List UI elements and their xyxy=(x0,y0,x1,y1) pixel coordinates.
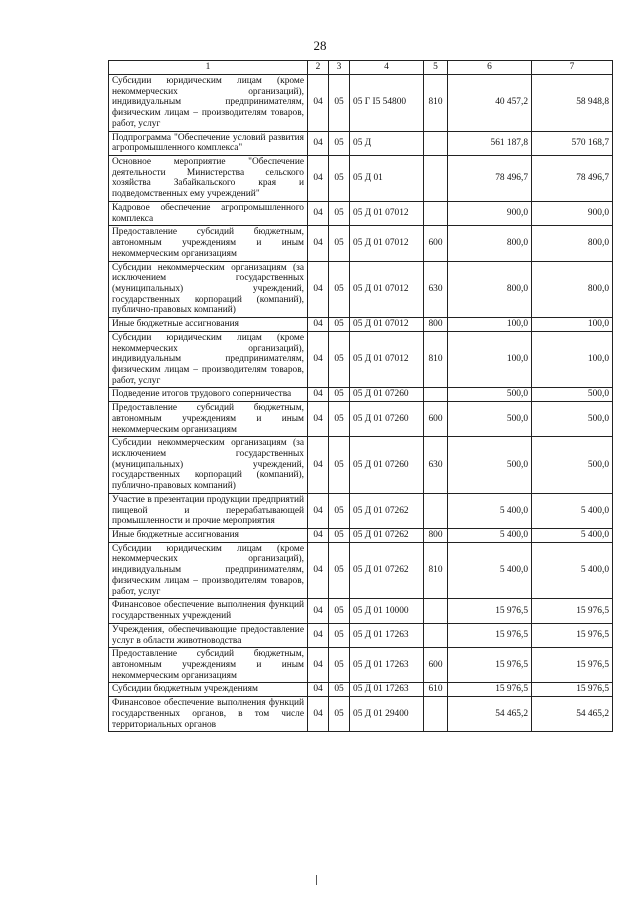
table-row xyxy=(109,529,613,543)
target-article-code: 05 Д 01 17263 xyxy=(350,683,424,697)
row-name: Подведение итогов трудового соперничества xyxy=(109,388,308,402)
subsection-code: 05 xyxy=(329,623,350,647)
expense-type-code xyxy=(424,131,448,155)
expense-type-code xyxy=(424,388,448,402)
target-article-code: 05 Д 01 07260 xyxy=(350,388,424,402)
row-name: Подпрограмма "Обеспечение условий развития агропромышленного комплекса" xyxy=(109,131,308,155)
table-row xyxy=(109,131,613,155)
footer-mark xyxy=(316,875,317,885)
table-row xyxy=(109,683,613,697)
target-article-code: 05 Д 01 10000 xyxy=(350,599,424,623)
subsection-code: 05 xyxy=(329,697,350,732)
amount-year-1: 100,0 xyxy=(448,331,532,388)
section-code: 04 xyxy=(308,318,329,332)
row-name: Финансовое обеспечение выполнения функций государственных органов, в том числе территориальных органов xyxy=(109,697,308,732)
header-cell: 5 xyxy=(424,61,448,75)
target-article-code: 05 Д 01 07012 xyxy=(350,261,424,318)
section-code: 04 xyxy=(308,75,329,132)
table-row xyxy=(109,156,613,202)
subsection-code: 05 xyxy=(329,542,350,599)
section-code: 04 xyxy=(308,201,329,225)
target-article-code: 05 Д 01 07012 xyxy=(350,331,424,388)
row-name: Учреждения, обеспечивающие предоставление услуг в области животноводства xyxy=(109,623,308,647)
expense-type-code xyxy=(424,493,448,528)
amount-year-2: 900,0 xyxy=(532,201,613,225)
amount-year-1: 100,0 xyxy=(448,318,532,332)
target-article-code: 05 Д 01 xyxy=(350,156,424,202)
section-code: 04 xyxy=(308,261,329,318)
section-code: 04 xyxy=(308,529,329,543)
subsection-code: 05 xyxy=(329,437,350,494)
row-name: Субсидии юридическим лицам (кроме некоммерческих организаций), индивидуальным предпринимателям, физическим лицам – производителям товаров, работ, услуг xyxy=(109,542,308,599)
amount-year-1: 800,0 xyxy=(448,261,532,318)
section-code: 04 xyxy=(308,226,329,261)
target-article-code: 05 Г I5 54800 xyxy=(350,75,424,132)
amount-year-1: 15 976,5 xyxy=(448,648,532,683)
row-name: Субсидии некоммерческим организациям (за исключением государственных (муниципальных) учреждений, государственных корпораций (компаний), публично-правовых компаний) xyxy=(109,437,308,494)
expense-type-code: 810 xyxy=(424,331,448,388)
section-code: 04 xyxy=(308,599,329,623)
target-article-code: 05 Д xyxy=(350,131,424,155)
table-body xyxy=(109,75,613,732)
amount-year-2: 500,0 xyxy=(532,388,613,402)
section-code: 04 xyxy=(308,402,329,437)
expense-type-code: 800 xyxy=(424,318,448,332)
expense-type-code: 630 xyxy=(424,261,448,318)
expense-type-code xyxy=(424,201,448,225)
amount-year-1: 500,0 xyxy=(448,437,532,494)
row-name: Предоставление субсидий бюджетным, автономным учреждениям и иным некоммерческим организациям xyxy=(109,648,308,683)
amount-year-2: 78 496,7 xyxy=(532,156,613,202)
amount-year-1: 15 976,5 xyxy=(448,599,532,623)
amount-year-1: 15 976,5 xyxy=(448,683,532,697)
target-article-code: 05 Д 01 07262 xyxy=(350,529,424,543)
expense-type-code xyxy=(424,599,448,623)
target-article-code: 05 Д 01 07012 xyxy=(350,318,424,332)
table-row xyxy=(109,201,613,225)
table-row xyxy=(109,599,613,623)
section-code: 04 xyxy=(308,683,329,697)
subsection-code: 05 xyxy=(329,599,350,623)
amount-year-1: 500,0 xyxy=(448,388,532,402)
subsection-code: 05 xyxy=(329,226,350,261)
header-cell: 6 xyxy=(448,61,532,75)
amount-year-1: 561 187,8 xyxy=(448,131,532,155)
header-cell: 4 xyxy=(350,61,424,75)
table-row xyxy=(109,402,613,437)
row-name: Иные бюджетные ассигнования xyxy=(109,318,308,332)
row-name: Субсидии некоммерческим организациям (за исключением государственных (муниципальных) учреждений, государственных корпораций (компаний), публично-правовых компаний) xyxy=(109,261,308,318)
section-code: 04 xyxy=(308,697,329,732)
table-row xyxy=(109,493,613,528)
amount-year-2: 800,0 xyxy=(532,226,613,261)
amount-year-2: 500,0 xyxy=(532,437,613,494)
amount-year-2: 15 976,5 xyxy=(532,599,613,623)
expense-type-code: 810 xyxy=(424,542,448,599)
table-row xyxy=(109,388,613,402)
amount-year-1: 5 400,0 xyxy=(448,493,532,528)
expense-type-code: 600 xyxy=(424,648,448,683)
row-name: Субсидии юридическим лицам (кроме некоммерческих организаций), индивидуальным предпринимателям, физическим лицам – производителям товаров, работ, услуг xyxy=(109,75,308,132)
target-article-code: 05 Д 01 07260 xyxy=(350,437,424,494)
subsection-code: 05 xyxy=(329,388,350,402)
subsection-code: 05 xyxy=(329,648,350,683)
subsection-code: 05 xyxy=(329,493,350,528)
expense-type-code xyxy=(424,156,448,202)
header-cell: 3 xyxy=(329,61,350,75)
row-name: Субсидии бюджетным учреждениям xyxy=(109,683,308,697)
row-name: Субсидии юридическим лицам (кроме некоммерческих организаций), индивидуальным предпринимателям, физическим лицам – производителям товаров, работ, услуг xyxy=(109,331,308,388)
amount-year-1: 800,0 xyxy=(448,226,532,261)
table-row xyxy=(109,648,613,683)
row-name: Предоставление субсидий бюджетным, автономным учреждениям и иным некоммерческим организациям xyxy=(109,402,308,437)
target-article-code: 05 Д 01 07012 xyxy=(350,226,424,261)
amount-year-2: 5 400,0 xyxy=(532,529,613,543)
expense-type-code: 610 xyxy=(424,683,448,697)
header-cell: 1 xyxy=(109,61,308,75)
amount-year-1: 40 457,2 xyxy=(448,75,532,132)
amount-year-2: 58 948,8 xyxy=(532,75,613,132)
amount-year-2: 100,0 xyxy=(532,318,613,332)
row-name: Иные бюджетные ассигнования xyxy=(109,529,308,543)
section-code: 04 xyxy=(308,493,329,528)
table-row xyxy=(109,437,613,494)
amount-year-1: 500,0 xyxy=(448,402,532,437)
amount-year-2: 15 976,5 xyxy=(532,648,613,683)
amount-year-1: 900,0 xyxy=(448,201,532,225)
section-code: 04 xyxy=(308,331,329,388)
amount-year-2: 15 976,5 xyxy=(532,623,613,647)
expense-type-code: 630 xyxy=(424,437,448,494)
amount-year-1: 5 400,0 xyxy=(448,542,532,599)
expense-type-code: 600 xyxy=(424,226,448,261)
amount-year-2: 15 976,5 xyxy=(532,683,613,697)
row-name: Участие в презентации продукции предприятий пищевой и перерабатывающей промышленности и прочие мероприятия xyxy=(109,493,308,528)
table-row xyxy=(109,697,613,732)
amount-year-2: 800,0 xyxy=(532,261,613,318)
subsection-code: 05 xyxy=(329,529,350,543)
table-row xyxy=(109,261,613,318)
row-name: Предоставление субсидий бюджетным, автономным учреждениям и иным некоммерческим организациям xyxy=(109,226,308,261)
section-code: 04 xyxy=(308,156,329,202)
subsection-code: 05 xyxy=(329,331,350,388)
target-article-code: 05 Д 01 07012 xyxy=(350,201,424,225)
amount-year-2: 5 400,0 xyxy=(532,493,613,528)
table-row xyxy=(109,542,613,599)
target-article-code: 05 Д 01 17263 xyxy=(350,648,424,683)
expense-type-code: 600 xyxy=(424,402,448,437)
section-code: 04 xyxy=(308,131,329,155)
subsection-code: 05 xyxy=(329,261,350,318)
table-row xyxy=(109,623,613,647)
section-code: 04 xyxy=(308,623,329,647)
table-row xyxy=(109,226,613,261)
amount-year-2: 54 465,2 xyxy=(532,697,613,732)
table-header-row xyxy=(109,61,613,75)
amount-year-2: 570 168,7 xyxy=(532,131,613,155)
expense-type-code xyxy=(424,623,448,647)
row-name: Основное мероприятие "Обеспечение деятельности Министерства сельского хозяйства Забайкальского края и подведомственных ему учреждений" xyxy=(109,156,308,202)
subsection-code: 05 xyxy=(329,156,350,202)
row-name: Финансовое обеспечение выполнения функций государственных учреждений xyxy=(109,599,308,623)
amount-year-1: 15 976,5 xyxy=(448,623,532,647)
page-number: 28 xyxy=(313,38,327,53)
expense-type-code xyxy=(424,697,448,732)
section-code: 04 xyxy=(308,542,329,599)
subsection-code: 05 xyxy=(329,318,350,332)
subsection-code: 05 xyxy=(329,402,350,437)
amount-year-2: 500,0 xyxy=(532,402,613,437)
row-name: Кадровое обеспечение агропромышленного комплекса xyxy=(109,201,308,225)
subsection-code: 05 xyxy=(329,75,350,132)
section-code: 04 xyxy=(308,648,329,683)
amount-year-2: 5 400,0 xyxy=(532,542,613,599)
subsection-code: 05 xyxy=(329,683,350,697)
expense-type-code: 800 xyxy=(424,529,448,543)
table-row xyxy=(109,331,613,388)
amount-year-1: 5 400,0 xyxy=(448,529,532,543)
header-cell: 2 xyxy=(308,61,329,75)
table-row xyxy=(109,318,613,332)
table-row xyxy=(109,75,613,132)
amount-year-2: 100,0 xyxy=(532,331,613,388)
amount-year-1: 78 496,7 xyxy=(448,156,532,202)
target-article-code: 05 Д 01 07262 xyxy=(350,542,424,599)
target-article-code: 05 Д 01 07262 xyxy=(350,493,424,528)
amount-year-1: 54 465,2 xyxy=(448,697,532,732)
subsection-code: 05 xyxy=(329,131,350,155)
budget-table xyxy=(108,60,613,732)
target-article-code: 05 Д 01 29400 xyxy=(350,697,424,732)
subsection-code: 05 xyxy=(329,201,350,225)
section-code: 04 xyxy=(308,437,329,494)
section-code: 04 xyxy=(308,388,329,402)
target-article-code: 05 Д 01 17263 xyxy=(350,623,424,647)
expense-type-code: 810 xyxy=(424,75,448,132)
header-cell: 7 xyxy=(532,61,613,75)
target-article-code: 05 Д 01 07260 xyxy=(350,402,424,437)
